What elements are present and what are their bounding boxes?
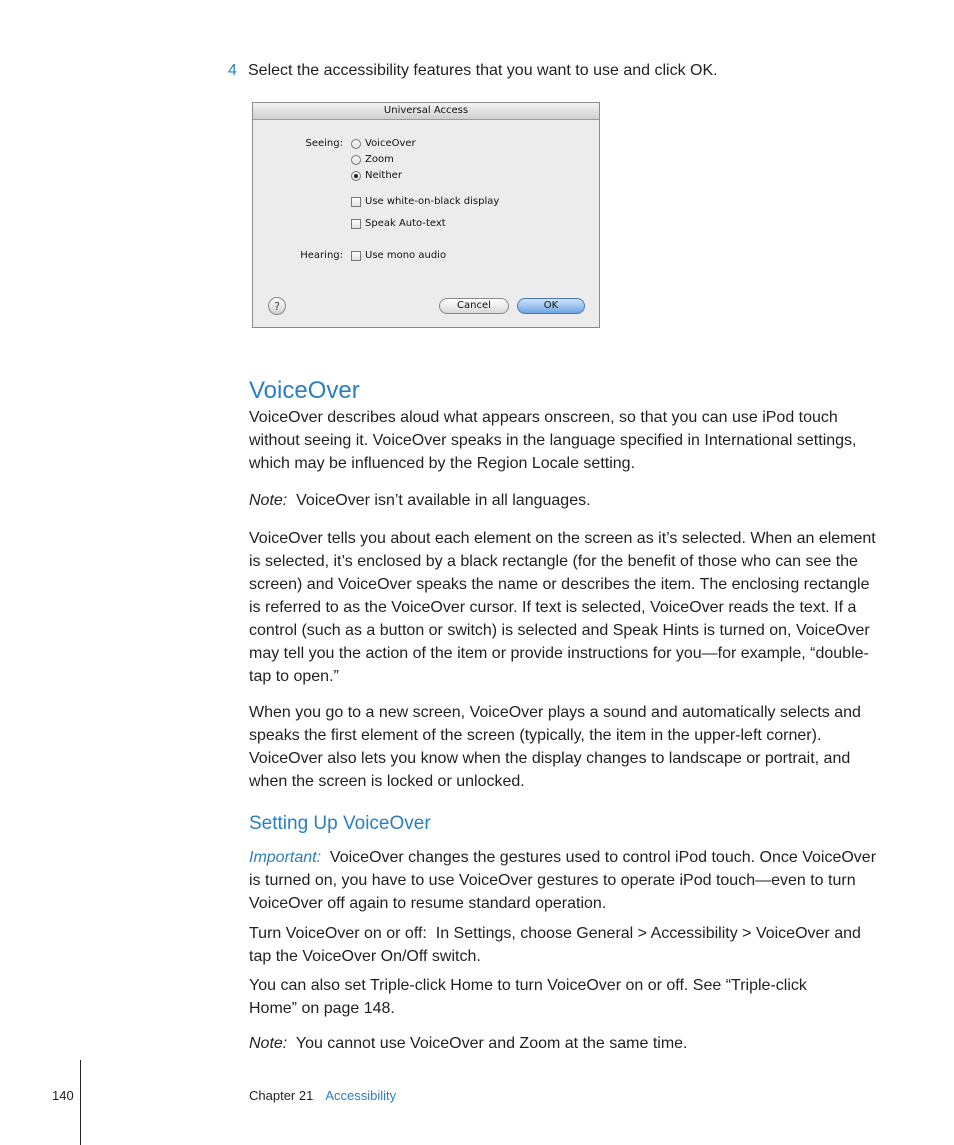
radio-voiceover[interactable]: VoiceOver [351,138,416,149]
important-note [249,846,877,915]
note-zoom [249,1032,877,1055]
checkbox-white-on-black[interactable]: Use white-on-black display [351,196,499,207]
subsection-title: Setting Up VoiceOver [249,813,431,834]
cancel-button[interactable]: Cancel [439,298,509,314]
turn-voiceover-instruction [249,922,877,968]
chapter-footer [249,1088,396,1103]
chapter-title-link[interactable]: Accessibility [325,1088,397,1103]
step-4 [228,60,718,82]
instruction-label: Turn VoiceOver on or off: [249,925,427,942]
seeing-label: Seeing: [305,138,343,149]
page-number: 140 [52,1088,74,1103]
paragraph-triple-click: You can also set Triple-click Home to turn VoiceOver on or off. See “Triple-click Home” on page 148. [249,977,807,1017]
radio-button[interactable] [351,139,361,149]
hearing-label: Hearing: [300,250,343,261]
step-text: Select the accessibility features that you want to use and click OK. [248,62,718,79]
radio-button[interactable] [351,155,361,165]
checkbox-speak-auto-text[interactable]: Speak Auto-text [351,218,446,229]
important-text: VoiceOver changes the gestures used to control iPod touch. Once VoiceOver is turned on, you have to use VoiceOver gestures to operate iPod touch—even to turn VoiceOver off again to resume standard operation. [249,849,877,912]
note-label: Note: [249,1035,288,1052]
note-text: You cannot use VoiceOver and Zoom at the same time. [295,1035,688,1052]
help-icon[interactable]: ? [268,297,286,315]
note-languages [249,489,877,512]
section-title: VoiceOver [249,377,360,404]
note-text: VoiceOver isn’t available in all languages. [296,492,591,509]
footer-divider [80,1060,81,1145]
note-label: Note: [249,492,288,509]
instruction-text: In Settings, choose General > Accessibility > VoiceOver and tap the VoiceOver On/Off switch. [249,925,861,965]
paragraph-new-screen: When you go to a new screen, VoiceOver plays a sound and automatically selects and speaks the first element of the screen (typically, the item in the upper-left corner). VoiceOver also lets you know when the display changes to landscape or portrait, and when the screen is locked or unlocked. [249,704,861,790]
paragraph-intro: VoiceOver describes aloud what appears onscreen, so that you can use iPod touch without seeing it. VoiceOver speaks in the language specified in International settings, which may be influenced by the Region Locale setting. [249,409,857,472]
paragraph-cursor: VoiceOver tells you about each element on the screen as it’s selected. When an element is selected, it’s enclosed by a black rectangle (for the benefit of those who can see the screen) and VoiceOver speaks the name or describes the item. The enclosing rectangle is referred to as the VoiceOver cursor. If text is selected, VoiceOver reads the text. If a control (such as a button or switch) is selected and Speak Hints is turned on, VoiceOver may tell you the action of the item or provide instructions for you—for example, “double-tap to open.” [249,530,876,685]
dialog-title: Universal Access [253,103,599,120]
checkbox[interactable] [351,219,361,229]
universal-access-dialog [252,102,600,328]
step-number: 4 [228,62,237,79]
radio-neither[interactable]: Neither [351,170,402,181]
checkbox[interactable] [351,251,361,261]
radio-zoom[interactable]: Zoom [351,154,394,165]
radio-button-selected[interactable] [351,171,361,181]
chapter-number: Chapter 21 [249,1088,314,1103]
checkbox[interactable] [351,197,361,207]
important-label: Important: [249,849,322,866]
checkbox-mono-audio[interactable]: Use mono audio [351,250,446,261]
ok-button[interactable]: OK [517,298,585,314]
